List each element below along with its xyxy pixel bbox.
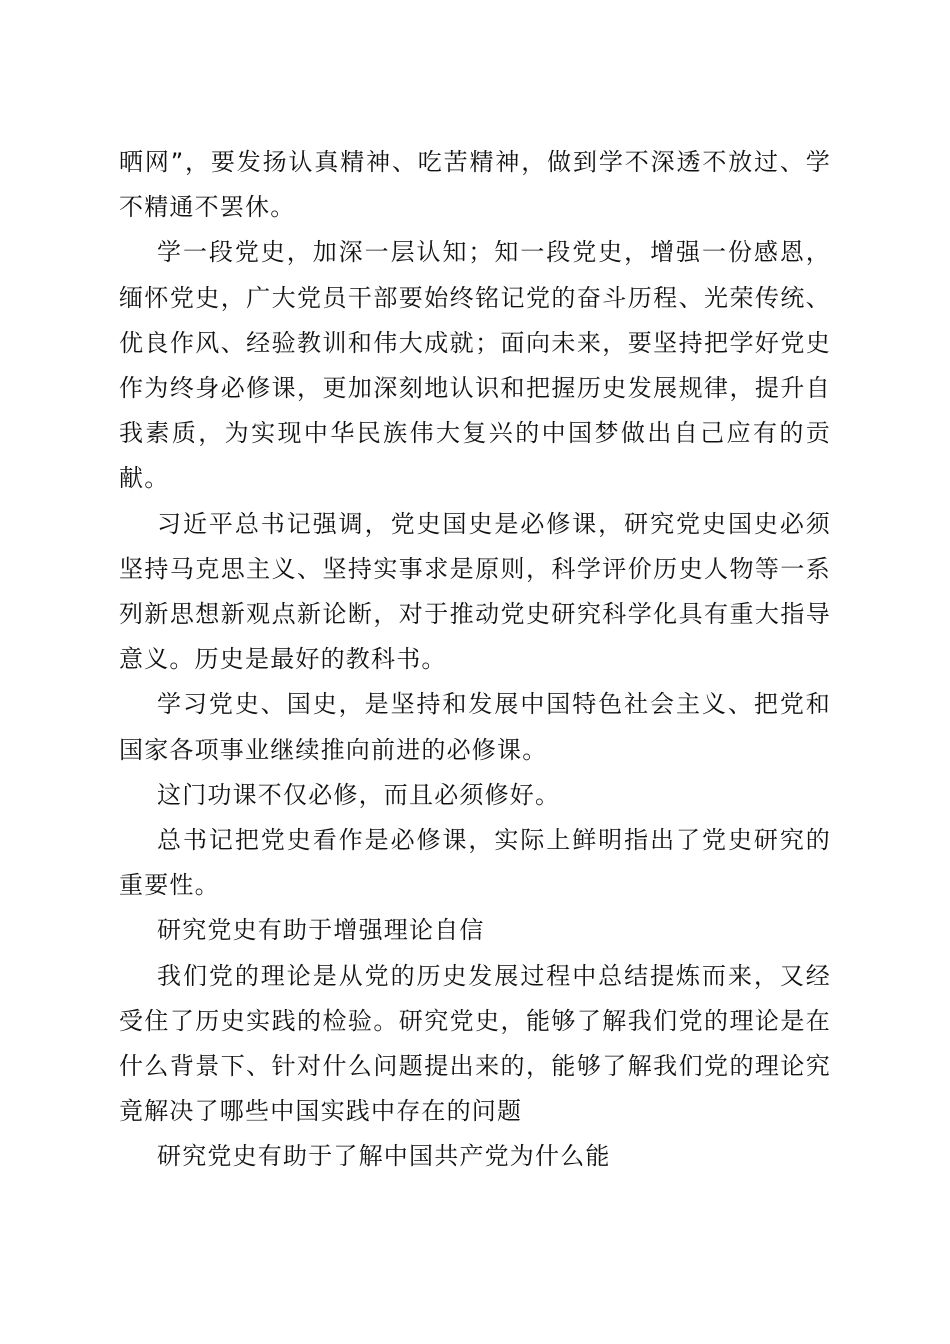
document-body: [119, 140, 831, 1180]
section-heading: 研究党史有助于了解中国共产党为什么能: [157, 1142, 611, 1171]
paragraph: 总书记把党史看作是必修课，实际上鲜明指出了党史研究的重要性。: [119, 826, 831, 900]
paragraph: 学一段党史，加深一层认知；知一段党史，增强一份感恩，缅怀党史，广大党员干部要始终铭记党的奋斗历程、光荣传统、优良作风、经验教训和伟大成就；面向未来，要坚持把学好党史作为终身必修课，更加深刻地认识和把握历史发展规律，提升自我素质，为实现中华民族伟大复兴的中国梦做出自己应有的贡献。: [119, 238, 831, 493]
paragraph: 我们党的理论是从党的历史发展过程中总结提炼而来，又经受住了历史实践的检验。研究党史，能够了解我们党的理论是在什么背景下、针对什么问题提出来的，能够了解我们党的理论究竟解决了哪些中国实践中存在的问题: [119, 961, 831, 1126]
paragraph: 学习党史、国史，是坚持和发展中国特色社会主义、把党和国家各项事业继续推向前进的必修课。: [119, 690, 831, 764]
paragraph: 习近平总书记强调，党史国史是必修课，研究党史国史必须坚持马克思主义、坚持实事求是原则，科学评价历史人物等一系列新思想新观点新论断，对于推动党史研究科学化具有重大指导意义。历史是最好的教科书。: [119, 509, 831, 674]
paragraph: 这门功课不仅必修，而且必须修好。: [157, 780, 561, 809]
paragraph: 晒网”，要发扬认真精神、吃苦精神，做到学不深透不放过、学不精通不罢休。: [119, 148, 831, 222]
section-heading: 研究党史有助于增强理论自信: [157, 916, 485, 945]
